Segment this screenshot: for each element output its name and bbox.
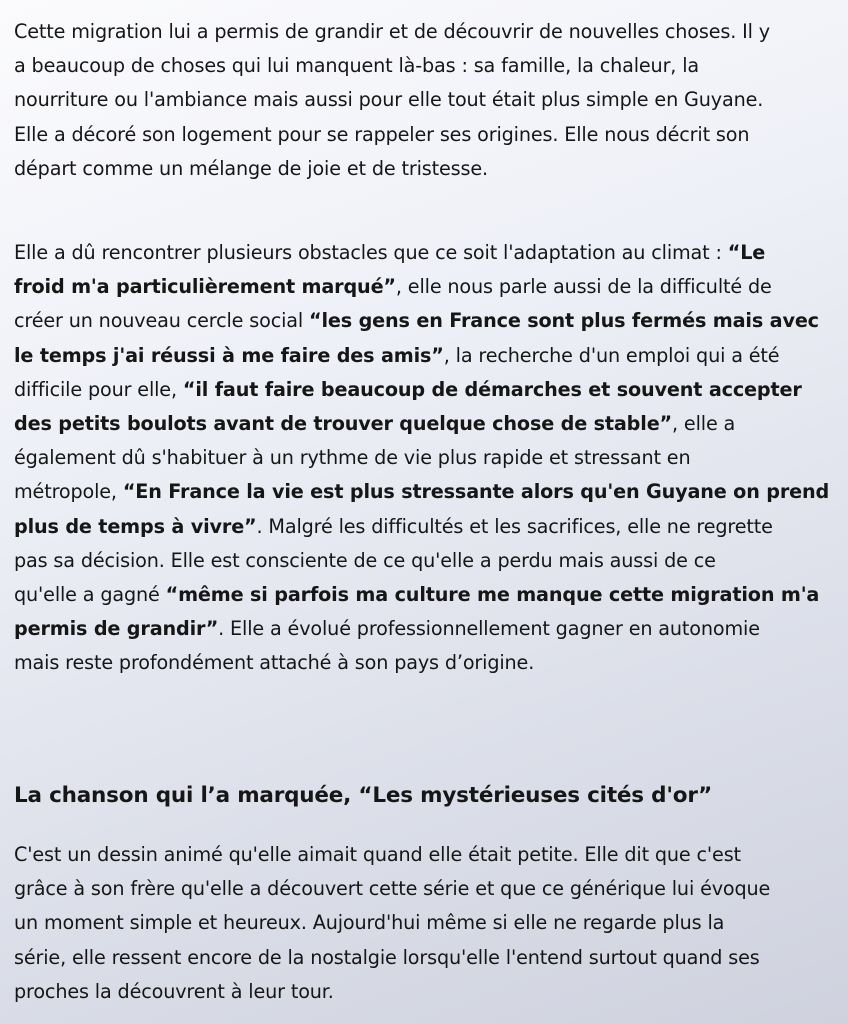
text-line: nourriture ou l'ambiance mais aussi pour elle tout était plus simple en Guyane. <box>14 88 764 112</box>
section-heading: La chanson qui l’a marquée, “Les mystérieuses cités d'or” <box>14 783 713 808</box>
text-run: . Elle a évolué professionnellement gagner en autonomie <box>218 617 760 641</box>
text-run: . Malgré les difficultés et les sacrifices, elle ne regrette <box>256 514 773 538</box>
text-run: , la recherche d'un emploi qui a été <box>443 343 780 367</box>
text-line <box>14 373 836 407</box>
text-run: qu'elle a gagné <box>14 583 166 607</box>
text-line <box>14 475 836 509</box>
text-run: , elle a <box>672 412 736 436</box>
quote-text: “même si parfois ma culture me manque cette migration m'a <box>165 583 820 607</box>
text-line: départ comme un mélange de joie et de tristesse. <box>14 156 488 180</box>
quote-text: “Le <box>727 241 766 264</box>
text-line: C'est un dessin animé qu'elle aimait quand elle était petite. Elle dit que c'est <box>14 843 741 866</box>
paragraph-migration <box>14 15 836 186</box>
text-line: mais reste profondément attaché à son pays d’origine. <box>14 651 535 675</box>
text-line: également dû s'habituer à un rythme de vie plus rapide et stressant en <box>14 446 691 470</box>
paragraph-obstacles <box>14 236 836 681</box>
text-run: , elle nous parle aussi de la difficulté de <box>395 275 772 299</box>
text-line <box>14 236 836 270</box>
text-line <box>14 339 836 373</box>
text-line <box>14 407 836 441</box>
text-line <box>14 578 836 612</box>
text-line: Elle a décoré son logement pour se rappeler ses origines. Elle nous décrit son <box>14 122 750 146</box>
text-line <box>14 612 836 646</box>
quote-text: froid m'a particulièrement marqué” <box>14 275 396 299</box>
quote-text: “les gens en France sont plus fermés mais avec <box>309 309 819 333</box>
text-run: métropole, <box>14 480 123 504</box>
quote-text: permis de grandir” <box>14 617 219 641</box>
quote-text: “il faut faire beaucoup de démarches et souvent accepter <box>182 377 802 401</box>
text-line: Cette migration lui a permis de grandir et de découvrir de nouvelles choses. Il y <box>14 20 770 43</box>
quote-text: plus de temps à vivre” <box>14 514 257 538</box>
text-line: série, elle ressent encore de la nostalgie lorsqu'elle l'entend surtout quand ses <box>14 945 760 969</box>
text-line: un moment simple et heureux. Aujourd'hui même si elle ne regarde plus la <box>14 911 725 935</box>
text-run: Elle a dû rencontrer plusieurs obstacles que ce soit l'adaptation au climat : <box>14 241 728 264</box>
text-line: proches la découvrent à leur tour. <box>14 979 334 1003</box>
quote-text: “En France la vie est plus stressante alors qu'en Guyane on prend <box>122 480 830 504</box>
text-line <box>14 304 836 338</box>
text-run: créer un nouveau cercle social <box>14 309 310 333</box>
text-line: a beaucoup de choses qui lui manquent là-bas : sa famille, la chaleur, la <box>14 54 699 78</box>
quote-text: le temps j'ai réussi à me faire des amis” <box>14 343 444 367</box>
text-line <box>14 270 836 304</box>
text-line: grâce à son frère qu'elle a découvert cette série et que ce générique lui évoque <box>14 877 771 901</box>
text-run: difficile pour elle, <box>14 377 183 401</box>
text-line <box>14 510 836 544</box>
quote-text: des petits boulots avant de trouver quelque chose de stable” <box>14 412 673 436</box>
text-line: pas sa décision. Elle est consciente de ce qu'elle a perdu mais aussi de ce <box>14 548 716 572</box>
paragraph-song <box>14 838 836 1009</box>
